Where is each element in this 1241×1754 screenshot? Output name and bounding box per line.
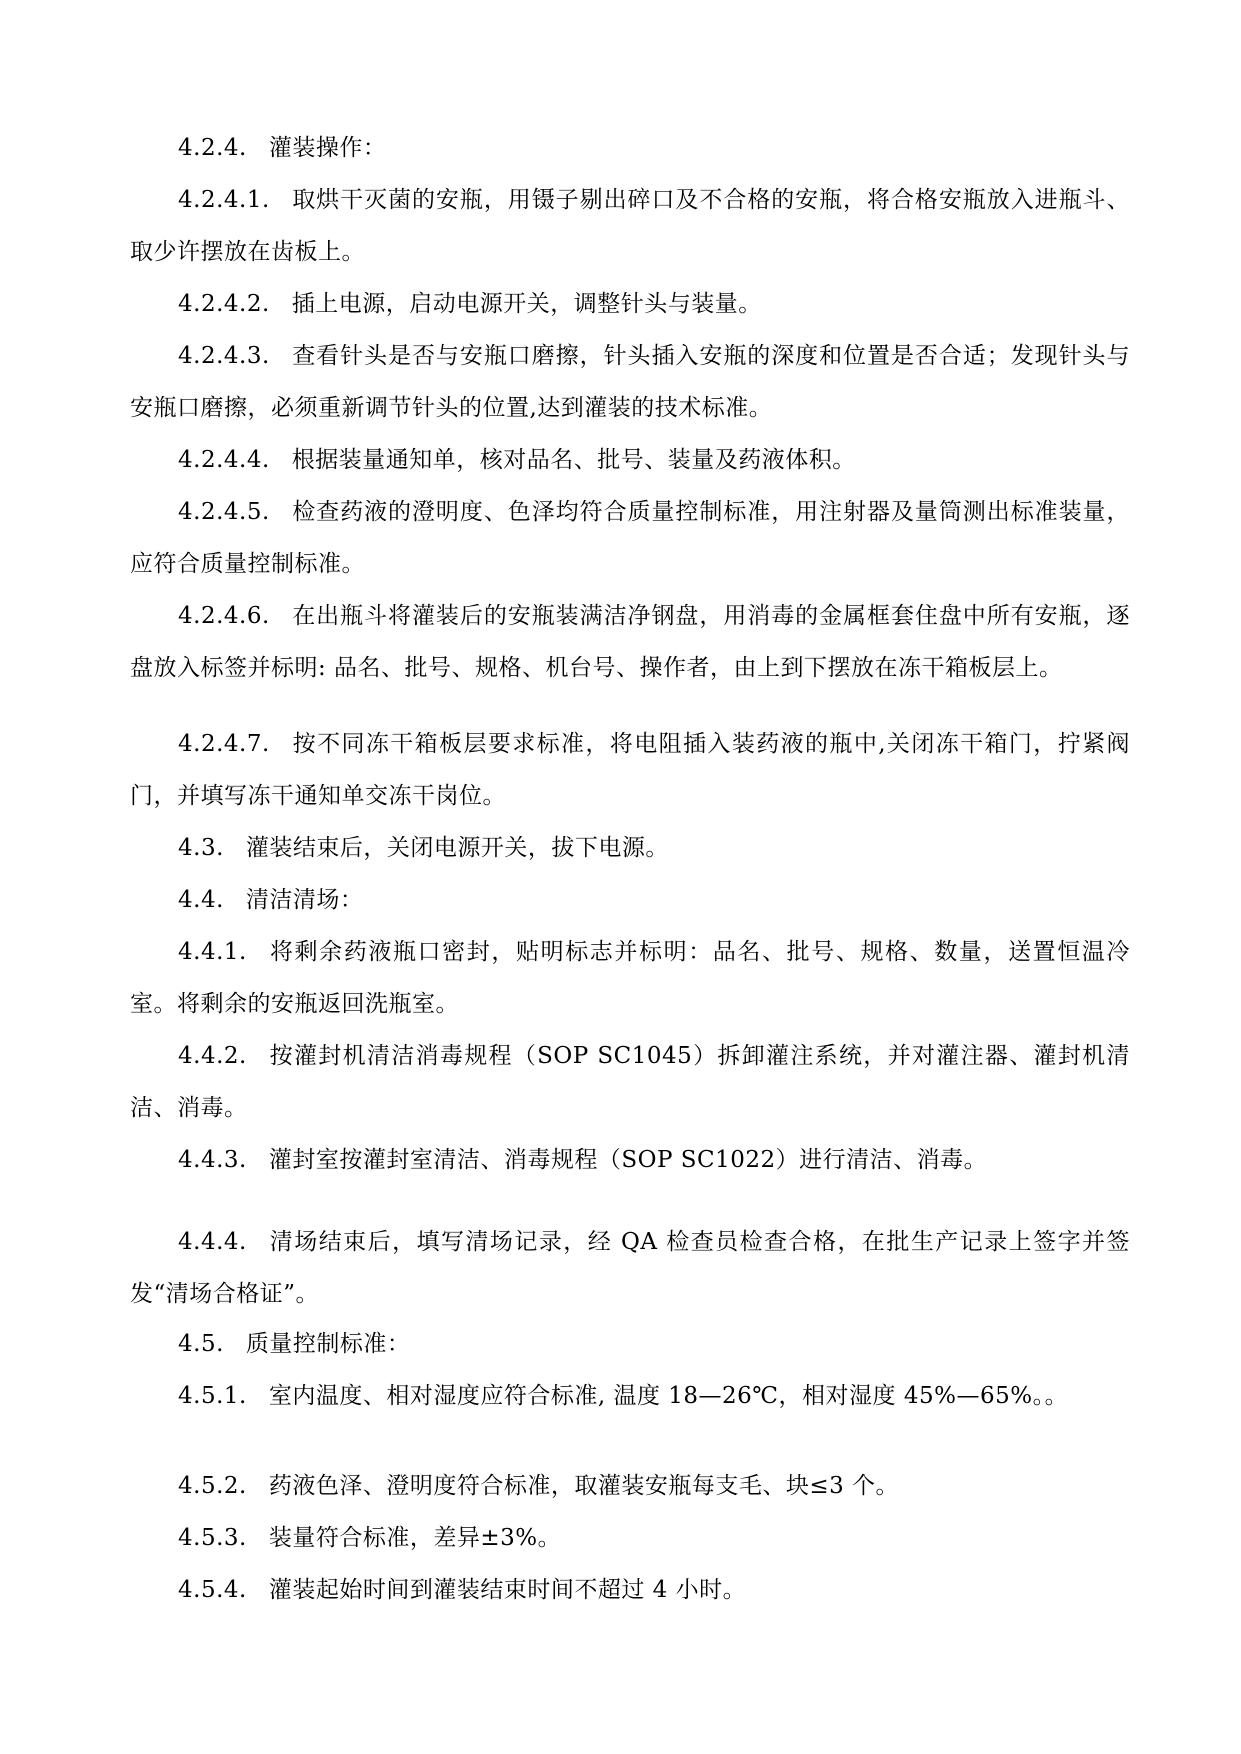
paragraph-text: 将剩余药液瓶口密封，贴明标志并标明：品名、批号、规格、数量，送置恒温冷室。将剩余的安瓶返回洗瓶室。: [130, 939, 1130, 1017]
paragraph-4-5-3: [130, 1512, 1130, 1564]
paragraph-text: 室内温度、相对湿度应符合标准, 温度 18—26℃，相对湿度 45%—65%。。: [268, 1383, 1069, 1409]
paragraph-4-5-2: [130, 1460, 1130, 1512]
section-number: 4.5.2.: [178, 1473, 247, 1499]
paragraph-4-5: [130, 1318, 1130, 1370]
paragraph-text: 装量符合标准，差异±3%。: [268, 1525, 562, 1551]
paragraph-text: 灌装起始时间到灌装结束时间不超过 4 小时。: [268, 1577, 747, 1603]
section-number: 4.4.3.: [178, 1147, 247, 1173]
section-number: 4.5.1.: [178, 1383, 247, 1409]
section-number: 4.5.4.: [178, 1577, 247, 1603]
section-number: 4.4.4.: [178, 1229, 247, 1255]
paragraph-4-2-4-7: [130, 718, 1130, 822]
section-number: 4.2.4.2.: [178, 291, 270, 317]
paragraph-4-2-4-1: [130, 174, 1130, 278]
paragraph-text: 按不同冻干箱板层要求标准，将电阻插入装药液的瓶中,关闭冻干箱门，拧紧阀门，并填写冻干通知单交冻干岗位。: [130, 731, 1130, 809]
paragraph-text: 灌装结束后，关闭电源开关，拔下电源。: [245, 835, 669, 861]
paragraph-4-3: [130, 822, 1130, 874]
paragraph-text: 灌封室按灌封室清洁、消毒规程（SOP SC1022）进行清洁、消毒。: [268, 1147, 988, 1173]
paragraph-text: 根据装量通知单，核对品名、批号、装量及药液体积。: [291, 447, 856, 473]
paragraph-text: 取烘干灭菌的安瓶，用镊子剔出碎口及不合格的安瓶，将合格安瓶放入进瓶斗、取少许摆放在齿板上。: [130, 187, 1130, 265]
paragraph-text: 药液色泽、澄明度符合标准，取灌装安瓶每支毛、块≤3 个。: [268, 1473, 900, 1499]
paragraph-4-4-1: [130, 926, 1130, 1030]
paragraph-4-2-4-4: [130, 434, 1130, 486]
paragraph-text: 灌装操作：: [268, 135, 387, 161]
section-number: 4.2.4.3.: [178, 343, 270, 369]
paragraph-text: 清场结束后，填写清场记录，经 QA 检查员检查合格，在批生产记录上签字并签发“清场合格证”。: [130, 1229, 1130, 1307]
paragraph-text: 质量控制标准：: [245, 1331, 411, 1357]
section-number: 4.2.4.7.: [178, 731, 270, 757]
paragraph-text: 插上电源，启动电源开关，调整针头与装量。: [291, 291, 762, 317]
section-number: 4.2.4.6.: [178, 603, 270, 629]
paragraph-text: 按灌封机清洁消毒规程（SOP SC1045）拆卸灌注系统，并对灌注器、灌封机清洁、消毒。: [130, 1043, 1130, 1121]
paragraph-4-2-4-6: [130, 590, 1130, 694]
paragraph-4-5-1: [130, 1370, 1130, 1422]
section-number: 4.2.4.5.: [178, 499, 270, 525]
paragraph-text: 查看针头是否与安瓶口磨擦，针头插入安瓶的深度和位置是否合适；发现针头与安瓶口磨擦，必须重新调节针头的位置,达到灌装的技术标准。: [130, 343, 1130, 421]
paragraph-text: 检查药液的澄明度、色泽均符合质量控制标准，用注射器及量筒测出标准装量，应符合质量控制标准。: [130, 499, 1130, 577]
section-number: 4.2.4.1.: [178, 187, 270, 213]
section-number: 4.2.4.: [178, 135, 247, 161]
paragraph-4-2-4-5: [130, 486, 1130, 590]
paragraph-4-4-2: [130, 1030, 1130, 1134]
paragraph-4-2-4: [130, 122, 1130, 174]
paragraph-4-2-4-2: [130, 278, 1130, 330]
paragraph-4-4-3: [130, 1134, 1130, 1186]
section-number: 4.2.4.4.: [178, 447, 270, 473]
section-number: 4.5.3.: [178, 1525, 247, 1551]
paragraph-4-4: [130, 874, 1130, 926]
section-number: 4.4.: [178, 887, 224, 913]
section-number: 4.4.1.: [178, 939, 247, 965]
paragraph-4-2-4-3: [130, 330, 1130, 434]
section-number: 4.5.: [178, 1331, 224, 1357]
paragraph-4-4-4: [130, 1216, 1130, 1320]
section-number: 4.4.2.: [178, 1043, 247, 1069]
section-number: 4.3.: [178, 835, 224, 861]
paragraph-text: 在出瓶斗将灌装后的安瓶装满洁净钢盘，用消毒的金属框套住盘中所有安瓶，逐盘放入标签并标明: 品名、批号、规格、机台号、操作者，由上到下摆放在冻干箱板层上。: [130, 603, 1130, 681]
paragraph-4-5-4: [130, 1564, 1130, 1616]
paragraph-text: 清洁清场：: [245, 887, 364, 913]
